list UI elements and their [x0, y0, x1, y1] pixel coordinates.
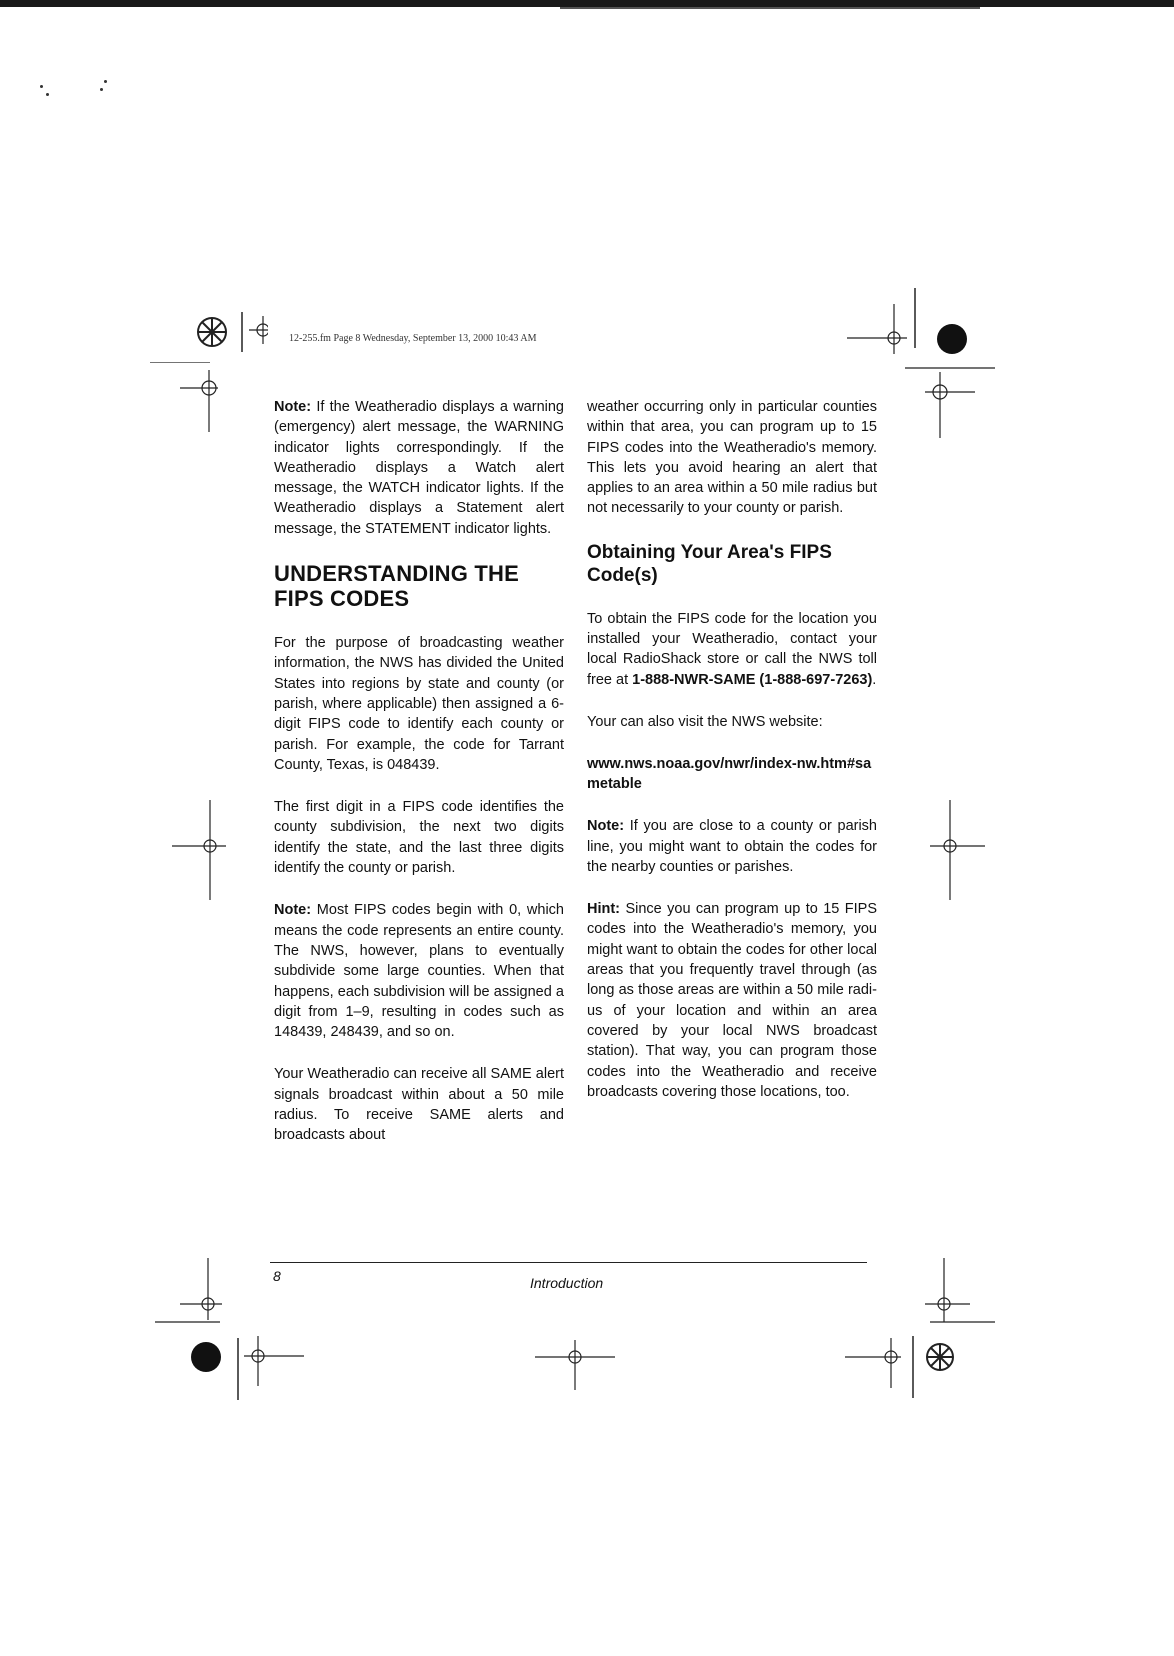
paragraph-continued: weather occurring only in particular counties within that area, you can program up to 15 FIPS codes into the Weatheradio's memory. This lets you avoid hearing an alert that applies to an area within a 50 mile radius but not necessarily to your county or parish. [587, 399, 877, 517]
obtain-end: . [872, 671, 877, 688]
phone-number: 1-888-NWR-SAME (1-888-697-7263) [632, 671, 873, 688]
registration-mark-icon [172, 800, 226, 900]
hint-travel-areas [587, 899, 877, 1102]
note-text: If you are close to a county or parish line, you might want to obtain the codes for the nearby counties or parishes. [587, 818, 877, 875]
section-heading [274, 561, 564, 611]
registration-mark-icon [845, 1338, 901, 1388]
registration-mark-icon [847, 304, 907, 354]
top-border-secondary [560, 7, 980, 9]
note-label: Note: [587, 818, 625, 835]
note-label: Note: [274, 399, 312, 415]
subheading-obtaining-codes: Obtaining Your Area's FIPS Code(s) [587, 541, 832, 586]
registration-mark-icon [249, 316, 268, 344]
obtain-text: To obtain the FIPS code for the location you installed your Weatheradio, contact your local RadioShack store or call the NWS toll free at [587, 610, 877, 688]
paragraph-fips-purpose: For the purpose of broadcasting weather information, the NWS has divided the United States into regions by state and county (or parish, where applicable) then assigned a 6-digit FIPS code to identify each county or parish. For example, the code for Tarrant County, Texas, is 048439. [274, 635, 564, 773]
footer-rule [270, 1262, 867, 1263]
color-bar-circle-icon [191, 1342, 221, 1372]
note-label: Note: [274, 902, 312, 919]
file-stamp: 12-255.fm Page 8 Wednesday, September 13, 2000 10:43 AM [289, 333, 537, 344]
scan-speck [40, 85, 43, 88]
footer-section-name: Introduction [530, 1275, 604, 1291]
registration-mark-icon [925, 372, 975, 438]
starburst-icon [198, 318, 226, 346]
note-county-line [587, 816, 877, 877]
left-column [274, 397, 564, 1168]
registration-mark-icon [180, 1258, 222, 1320]
note-text: Most FIPS codes begin with 0, which means the code represents an entire county. The NWS, however, plans to eventually subdivide some large counties. When that happens, each subdivision will be assigned a digit from 1–9, resulting in codes such as 148439, 248439, and so on. [274, 902, 564, 1041]
website-intro: Your can also visit the NWS website: [587, 713, 823, 730]
scan-speck [104, 80, 107, 83]
bottom-right-printer-marks [835, 1258, 1005, 1408]
paragraph-same-alerts: Your Weatheradio can receive all SAME alert signals broadcast within about a 50 mile radius. To receive SAME alerts and broadcasts about [274, 1066, 564, 1144]
website-url: www.nws.noaa.gov/nwr/index-nw.htm#sametable [587, 756, 872, 793]
section-heading-line2: FIPS CODES [274, 586, 410, 612]
right-column [587, 397, 877, 1124]
note-warning-indicator [274, 397, 564, 539]
note-text: If the Weatheradio displays a warning (emergency) alert message, the WARNING indicator lights correspondingly. If the Weatheradio displays a Watch alert message, the WATCH indicator lights. If the Weatheradio displays a Statement alert message, the STATEMENT indicator lights. [274, 399, 564, 537]
scan-speck [100, 88, 103, 91]
crop-mark-right-mid [925, 800, 995, 900]
registration-mark-icon [930, 800, 985, 900]
registration-mark-icon [180, 370, 218, 432]
crop-mark-left-top [150, 362, 220, 432]
color-bar-circle-icon [937, 324, 967, 354]
paragraph-obtain-code [587, 609, 877, 690]
paragraph-fips-digits: The first digit in a FIPS code identifies the county subdivision, the next two digits identify the state, and the last three digits identify the county or parish. [274, 799, 564, 877]
crop-mark-left-mid [170, 800, 230, 900]
scan-speck [46, 93, 49, 96]
crop-mark-left-bottom [150, 1258, 230, 1338]
registration-mark-icon [925, 1258, 970, 1322]
page-number: 8 [273, 1268, 281, 1284]
note-fips-subdivision [274, 900, 564, 1042]
registration-mark-icon [244, 1336, 304, 1386]
top-border [0, 0, 1174, 7]
bottom-left-printer-marks [180, 1330, 310, 1410]
starburst-icon [927, 1344, 953, 1370]
bottom-center-printer-mark [525, 1330, 625, 1400]
section-heading-line1: UNDERSTANDING THE [274, 561, 519, 587]
registration-mark-icon [535, 1340, 615, 1390]
hint-label: Hint: [587, 901, 621, 918]
hint-text: Since you can program up to 15 FIPS codes into the Weatheradio's memory, you might want to obtain the codes for other local areas that you frequently travel through (as long as those areas are within a 50 mile radius of your location and within an area covered by your local NWS broadcast station). That way, you can program those codes into the Weatheradio and receive broadcasts covering those locations, too. [587, 901, 877, 1100]
